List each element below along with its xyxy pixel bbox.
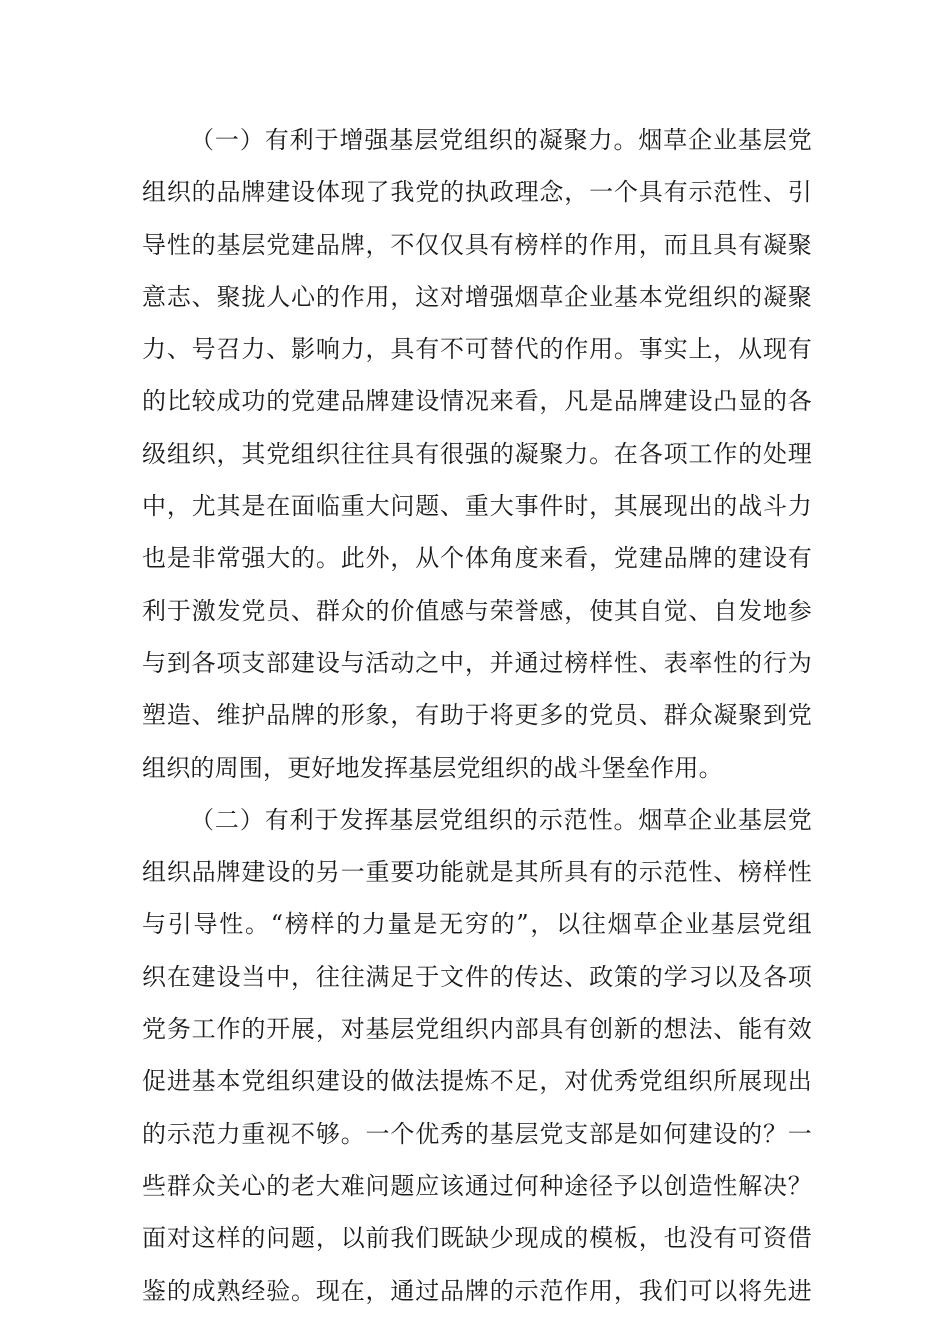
text-line: 中，尤其是在面临重大问题、重大事件时，其展现出的战斗力 <box>142 492 812 521</box>
text-line: 的示范力重视不够。一个优秀的基层党支部是如何建设的？一 <box>142 1119 812 1148</box>
text-line: 力、号召力、影响力，具有不可替代的作用。事实上，从现有 <box>142 335 812 364</box>
text-line: 组织的品牌建设体现了我党的执政理念，一个具有示范性、引 <box>142 178 812 207</box>
text-line: 面对这样的问题，以前我们既缺少现成的模板，也没有可资借 <box>142 1224 812 1253</box>
text-line: 塑造、维护品牌的形象，有助于将更多的党员、群众凝聚到党 <box>142 701 812 730</box>
text-line: 与到各项支部建设与活动之中，并通过榜样性、表率性的行为 <box>142 648 812 677</box>
text-line: （二）有利于发挥基层党组织的示范性。烟草企业基层党 <box>190 805 812 834</box>
text-line: 也是非常强大的。此外，从个体角度来看，党建品牌的建设有 <box>142 544 812 573</box>
paragraph-cohesion <box>142 114 812 794</box>
text-line: 促进基本党组织建设的做法提炼不足，对优秀党组织所展现出 <box>142 1067 812 1096</box>
text-line: 与引导性。“榜样的力量是无穷的”，以往烟草企业基层党组 <box>142 910 812 939</box>
text-line: 些群众关心的老大难问题应该通过何种途径予以创造性解决？ <box>142 1171 812 1200</box>
paragraph-exemplary <box>142 794 812 1317</box>
text-line: 级组织，其党组织往往具有很强的凝聚力。在各项工作的处理 <box>142 439 812 468</box>
document-body <box>142 114 812 1317</box>
text-line: 的比较成功的党建品牌建设情况来看，凡是品牌建设凸显的各 <box>142 387 812 416</box>
text-line: 组织品牌建设的另一重要功能就是其所具有的示范性、榜样性 <box>142 858 812 887</box>
text-line: 组织的周围，更好地发挥基层党组织的战斗堡垒作用。 <box>142 753 723 782</box>
text-line: 意志、聚拢人心的作用，这对增强烟草企业基本党组织的凝聚 <box>142 282 812 311</box>
text-line: 导性的基层党建品牌，不仅仅具有榜样的作用，而且具有凝聚 <box>142 230 812 259</box>
text-line: 利于激发党员、群众的价值感与荣誉感，使其自觉、自发地参 <box>142 596 812 625</box>
text-line: 鉴的成熟经验。现在，通过品牌的示范作用，我们可以将先进 <box>142 1276 812 1305</box>
text-line: （一）有利于增强基层党组织的凝聚力。烟草企业基层党 <box>190 126 812 154</box>
text-line: 织在建设当中，往往满足于文件的传达、政策的学习以及各项 <box>142 962 812 991</box>
text-line: 党务工作的开展，对基层党组织内部具有创新的想法、能有效 <box>142 1015 812 1044</box>
